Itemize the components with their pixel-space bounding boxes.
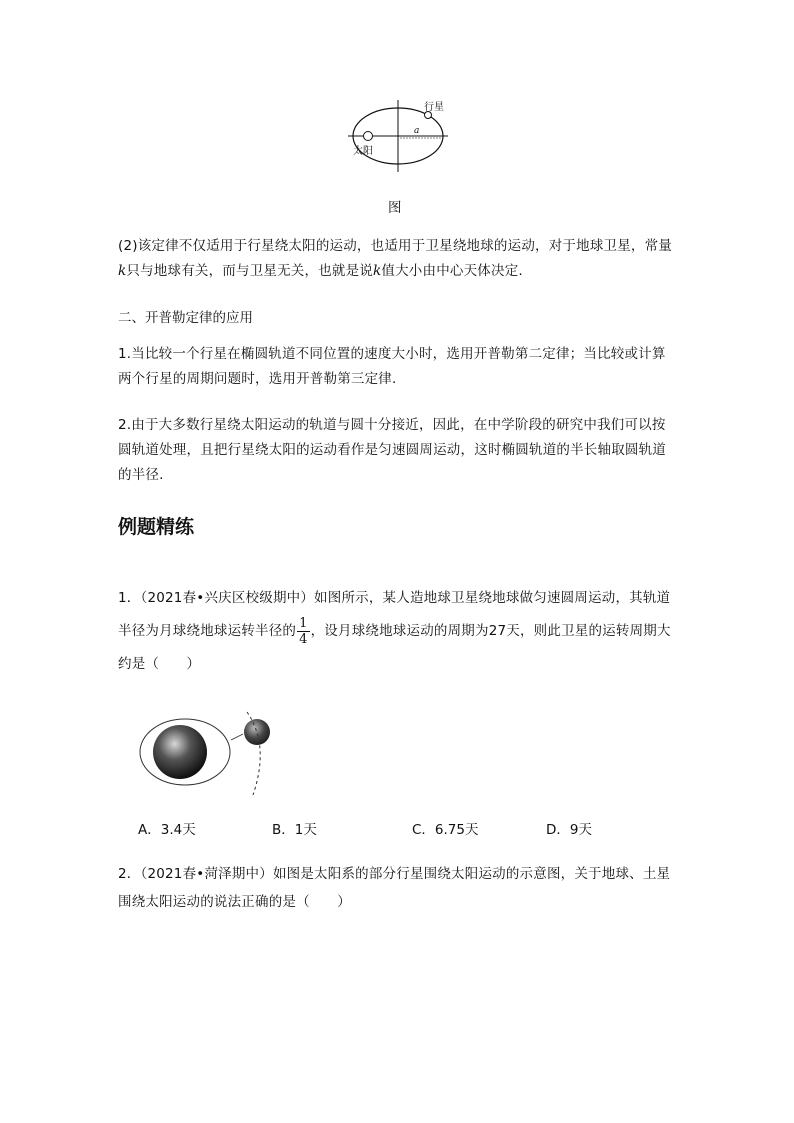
fraction-one-quarter xyxy=(297,616,309,647)
orbit-diagram xyxy=(348,96,458,174)
option-c[interactable]: C．6.75天 xyxy=(412,822,479,838)
application-item-2: 2.由于大多数行星绕太阳运动的轨道与圆十分接近，因此，在中学阶段的研究中我们可以按圆轨道处理，且把行星绕太阳的运动看作是匀速圆周运动，这时椭圆轨道的半长轴取圆轨道的半径. xyxy=(118,417,666,483)
question-2: 2．（2021春•菏泽期中）如图是太阳系的部分行星围绕太阳运动的示意图，关于地球、土星围绕太阳运动的说法正确的是（ ） xyxy=(118,866,671,910)
earth-moon-figure xyxy=(135,700,275,800)
fraction-numerator: 1 xyxy=(299,615,308,631)
option-a[interactable]: A．3.4天 xyxy=(138,822,196,838)
para-text-b: 只与地球有关，而与卫星无关，也就是说 xyxy=(126,263,373,279)
para-text-a: (2)该定律不仅适用于行星绕太阳的运动，也适用于卫星绕地球的运动，对于地球卫星，常量 xyxy=(118,238,673,254)
moon-globe xyxy=(244,719,270,745)
option-d[interactable]: D．9天 xyxy=(546,822,592,838)
sun-circle xyxy=(364,132,373,141)
constant-k: k xyxy=(118,263,127,279)
q1-text-a: 1．（2021春•兴庆区校级期中）如图所示，某人造地球卫星绕地球做匀速圆周运动，其轨道半径为月球绕地球运转半径的 xyxy=(118,590,671,639)
examples-heading: 例题精练 xyxy=(118,516,195,538)
option-b[interactable]: B．1天 xyxy=(272,822,317,838)
application-item-1: 1.当比较一个行星在椭圆轨道不同位置的速度大小时，选用开普勒第二定律；当比较或计算两个行星的周期问题时，选用开普勒第三定律. xyxy=(118,346,666,387)
q1-text-b: ，设月球绕地球运动的周期为27天，则此卫星的运转周期大约是（ ） xyxy=(118,623,671,672)
section-heading: 二、开普勒定律的应用 xyxy=(118,310,253,326)
axis-a-label: a xyxy=(414,126,420,136)
earth-globe xyxy=(153,725,207,779)
sun-label: 太阳 xyxy=(353,146,373,157)
law-scope-paragraph xyxy=(118,234,678,284)
planet-label: 行星 xyxy=(424,102,444,113)
fraction-denominator: 4 xyxy=(299,631,308,647)
para-text-c: 值大小由中心天体决定. xyxy=(381,263,523,279)
question-1 xyxy=(118,582,678,681)
earth-moon-svg xyxy=(135,700,275,800)
constant-k-2: k xyxy=(373,263,382,279)
pointer-line xyxy=(231,734,243,740)
figure-caption: 图 xyxy=(388,200,402,216)
